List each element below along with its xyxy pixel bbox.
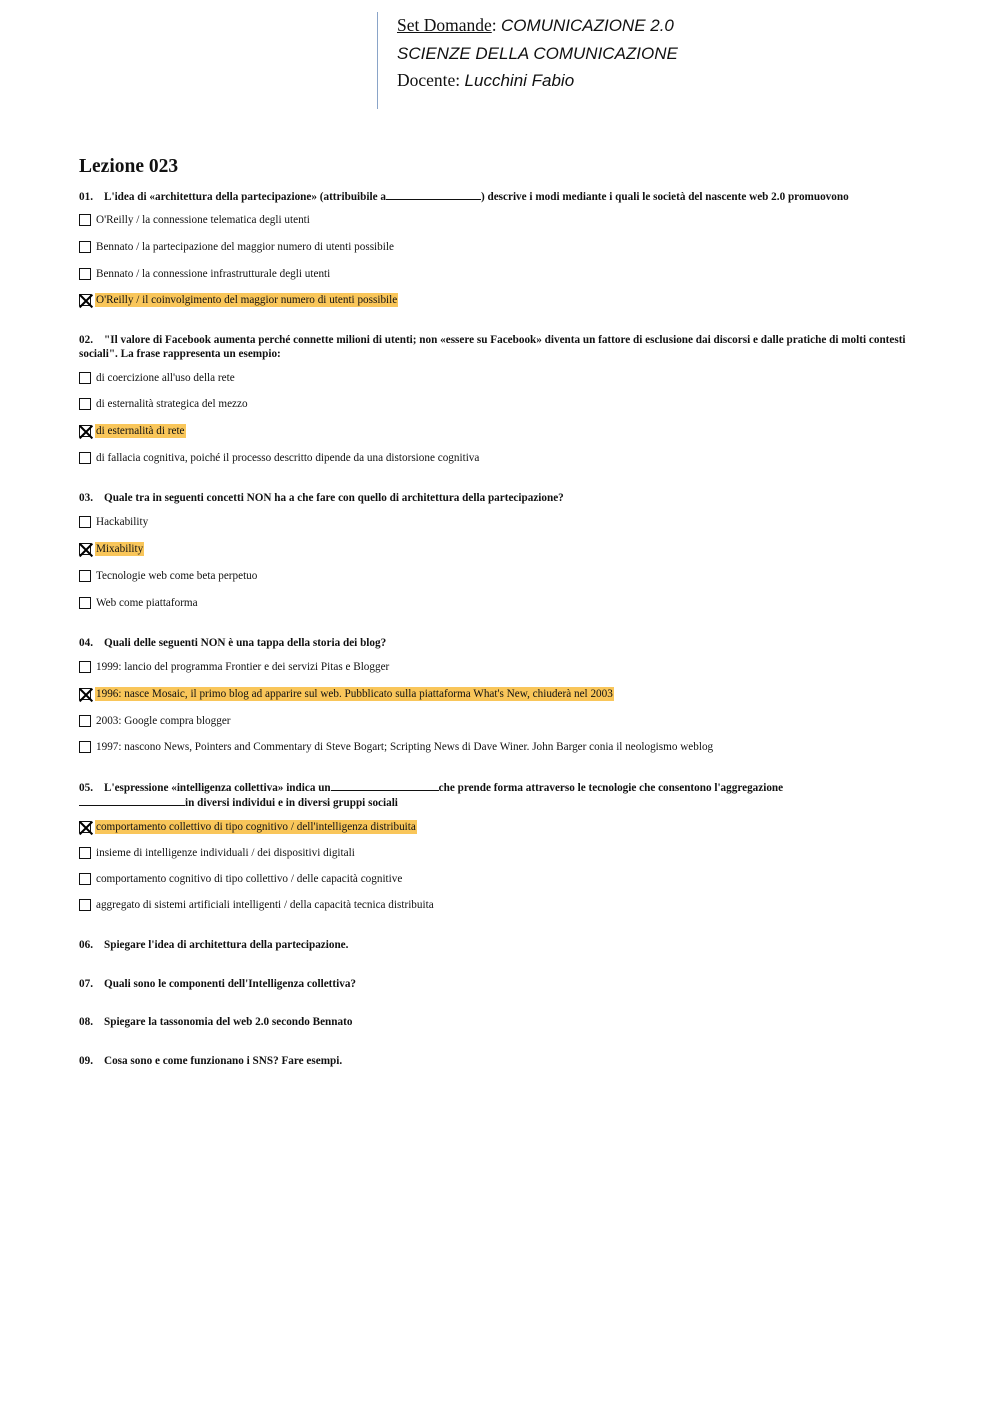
option-q02-b[interactable] — [79, 396, 249, 412]
option-q02-c[interactable] — [79, 423, 186, 439]
checkbox[interactable] — [79, 873, 91, 885]
question-number: 05. — [79, 782, 93, 794]
option-label: Bennato / la partecipazione del maggior numero di utenti possibile — [96, 241, 394, 253]
answer-blank — [79, 795, 185, 806]
option-q01-b[interactable] — [79, 239, 395, 255]
option-q02-a[interactable] — [79, 370, 236, 386]
question-number: 04. — [79, 637, 93, 649]
checkbox[interactable] — [79, 715, 91, 727]
checkbox[interactable] — [79, 899, 91, 911]
question-text-part: L'espressione «intelligenza collettiva» indica un — [104, 782, 331, 794]
question-02 — [79, 333, 909, 361]
option-label: Hackability — [96, 516, 149, 528]
teacher-line — [397, 67, 957, 95]
question-text-part: Cosa sono e come funzionano i SNS? Fare esempi. — [104, 1055, 343, 1067]
option-label: insieme di intelligenze individuali / dei dispositivi digitali — [96, 847, 355, 859]
option-label-correct: comportamento collettivo di tipo cognitivo / dell'intelligenza distribuita — [96, 821, 416, 833]
question-07 — [79, 977, 909, 991]
question-04 — [79, 636, 909, 650]
checkbox[interactable] — [79, 398, 91, 410]
option-q03-b[interactable] — [79, 541, 144, 557]
question-text-part: Quale tra in seguenti concetti NON ha a che fare con quello di architettura della partecipazione? — [104, 492, 564, 504]
question-08 — [79, 1015, 909, 1029]
question-text-part: "Il valore di Facebook aumenta perché connette milioni di utenti; non «essere su Facebook» diventa un fattore di esclusione dai discorsi e dalle pratiche di molti contesti sociali". La frase rappresenta un esempio: — [79, 334, 906, 360]
option-q05-b[interactable] — [79, 845, 356, 861]
option-label: aggregato di sistemi artificiali intelligenti / della capacità tecnica distribuita — [96, 899, 434, 911]
question-text — [79, 1054, 909, 1068]
checked-checkbox[interactable] — [79, 821, 91, 833]
question-text-part: Quali delle seguenti NON è una tappa della storia dei blog? — [104, 637, 387, 649]
option-label-correct: 1996: nasce Mosaic, il primo blog ad apparire sul web. Pubblicato sulla piattaforma What's New, chiuderà nel 2003 — [96, 688, 613, 700]
question-number: 03. — [79, 492, 93, 504]
question-text-part: in diversi individui e in diversi gruppi sociali — [185, 797, 398, 809]
option-q04-a[interactable] — [79, 659, 390, 675]
checkbox[interactable] — [79, 570, 91, 582]
teacher-name: Lucchini Fabio — [464, 71, 575, 90]
set-label: Set Domande — [397, 15, 492, 35]
question-text-part: ) descrive i modi mediante i quali le società del nascente web 2.0 promuovono — [480, 191, 849, 203]
checkbox[interactable] — [79, 372, 91, 384]
option-q02-d[interactable] — [79, 450, 480, 466]
question-text — [79, 780, 909, 810]
question-number: 06. — [79, 939, 93, 951]
option-q04-c[interactable] — [79, 713, 232, 729]
option-label-correct: di esternalità di rete — [96, 425, 185, 437]
option-label: di fallacia cognitiva, poiché il processo descritto dipende da una distorsione cognitiva — [96, 452, 480, 464]
option-q04-d[interactable] — [79, 739, 714, 755]
question-text — [79, 491, 909, 505]
question-number: 09. — [79, 1055, 93, 1067]
checkbox[interactable] — [79, 847, 91, 859]
question-number: 07. — [79, 978, 93, 990]
question-01 — [79, 189, 909, 204]
question-text — [79, 977, 909, 991]
checked-checkbox[interactable] — [79, 294, 91, 306]
option-q01-c[interactable] — [79, 266, 331, 282]
question-text-part: Spiegare l'idea di architettura della partecipazione. — [104, 939, 349, 951]
option-q05-d[interactable] — [79, 897, 435, 913]
answer-blank — [386, 189, 481, 200]
option-label: O'Reilly / la connessione telematica degli utenti — [96, 214, 310, 226]
option-label-correct: Mixability — [96, 543, 144, 555]
question-text — [79, 189, 909, 204]
option-q03-d[interactable] — [79, 595, 199, 611]
question-text — [79, 636, 909, 650]
checked-checkbox[interactable] — [79, 425, 91, 437]
checkbox[interactable] — [79, 516, 91, 528]
question-text-part: Spiegare la tassonomia del web 2.0 secondo Bennato — [104, 1016, 353, 1028]
question-number: 02. — [79, 334, 93, 346]
checkbox[interactable] — [79, 661, 91, 673]
question-number: 01. — [79, 191, 93, 203]
question-05 — [79, 780, 909, 810]
checkbox[interactable] — [79, 241, 91, 253]
option-q05-a[interactable] — [79, 819, 417, 835]
option-label: Tecnologie web come beta perpetuo — [96, 570, 258, 582]
question-text — [79, 333, 909, 361]
checkbox[interactable] — [79, 268, 91, 280]
option-label: comportamento cognitivo di tipo collettivo / delle capacità cognitive — [96, 873, 403, 885]
lesson-title: Lezione 023 — [79, 156, 179, 177]
answer-blank — [331, 780, 439, 791]
set-line: Set Domande: COMUNICAZIONE 2.0 — [397, 15, 674, 35]
checkbox[interactable] — [79, 597, 91, 609]
checkbox[interactable] — [79, 214, 91, 226]
option-q03-c[interactable] — [79, 568, 258, 584]
document-header — [377, 12, 957, 109]
option-label: 1997: nascono News, Pointers and Commentary di Steve Bogart; Scripting News di Dave Winer. John Barger conia il neologismo weblog — [96, 741, 714, 753]
question-06 — [79, 938, 909, 952]
option-label: Web come piattaforma — [96, 597, 198, 609]
option-q01-a[interactable] — [79, 212, 311, 228]
option-q04-b[interactable] — [79, 686, 614, 702]
question-number: 08. — [79, 1016, 93, 1028]
option-label: 2003: Google compra blogger — [96, 715, 231, 727]
checked-checkbox[interactable] — [79, 688, 91, 700]
question-09 — [79, 1054, 909, 1068]
option-label: 1999: lancio del programma Frontier e dei servizi Pitas e Blogger — [96, 661, 390, 673]
set-value: COMUNICAZIONE 2.0 — [501, 16, 674, 35]
option-label: di coercizione all'uso della rete — [96, 372, 235, 384]
option-q05-c[interactable] — [79, 871, 403, 887]
option-q03-a[interactable] — [79, 514, 149, 530]
checked-checkbox[interactable] — [79, 543, 91, 555]
option-label-correct: O'Reilly / il coinvolgimento del maggior numero di utenti possibile — [96, 294, 398, 306]
question-text — [79, 1015, 909, 1029]
course-line — [397, 40, 957, 68]
option-label: Bennato / la connessione infrastrutturale degli utenti — [96, 268, 331, 280]
question-text — [79, 938, 909, 952]
course-name: SCIENZE DELLA COMUNICAZIONE — [397, 43, 678, 63]
checkbox[interactable] — [79, 741, 91, 753]
checkbox[interactable] — [79, 452, 91, 464]
option-q01-d[interactable] — [79, 292, 398, 308]
question-text-part: che prende forma attraverso le tecnologie che consentono l'aggregazione — [438, 782, 784, 794]
question-text-part: Quali sono le componenti dell'Intelligenza collettiva? — [104, 978, 357, 990]
question-03 — [79, 491, 909, 505]
question-text-part: L'idea di «architettura della partecipazione» (attribuibile a — [104, 191, 386, 203]
teacher-label: Docente: — [397, 70, 461, 90]
option-label: di esternalità strategica del mezzo — [96, 398, 248, 410]
